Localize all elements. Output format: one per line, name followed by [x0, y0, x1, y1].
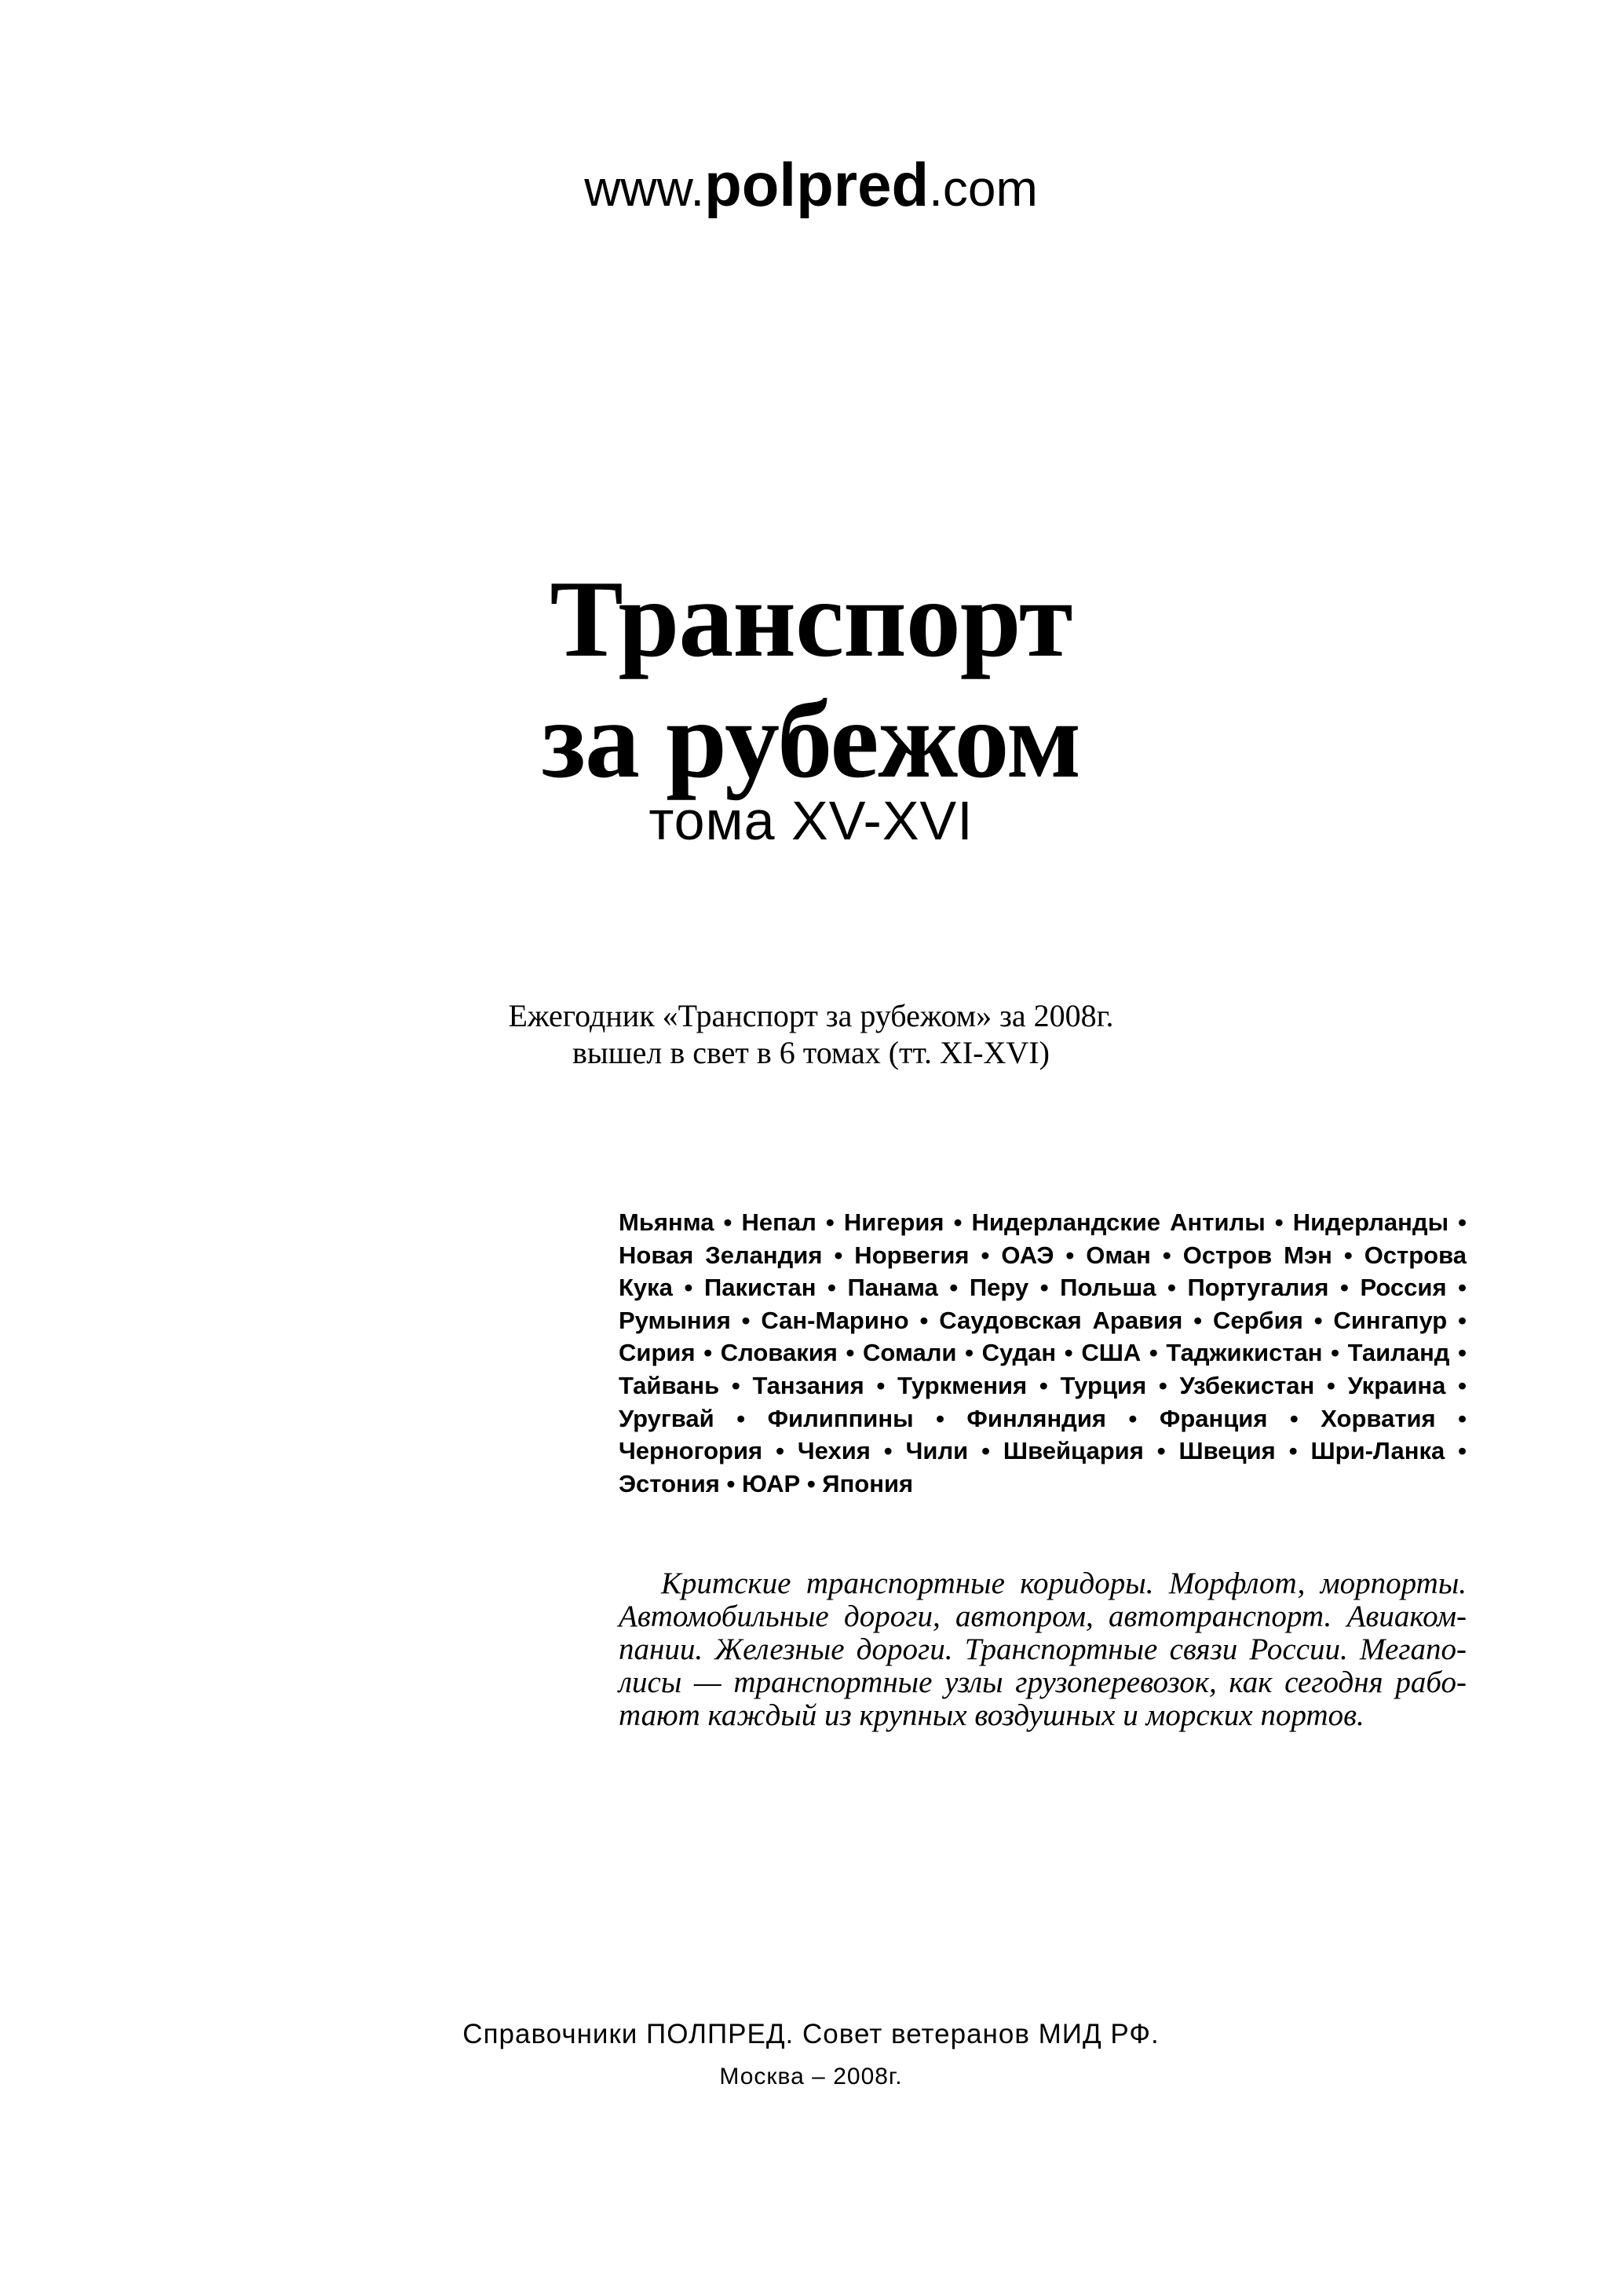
website-suffix: .com [929, 160, 1038, 217]
volumes-subtitle: тома XV-XVI [648, 790, 974, 851]
description-text: Критские транспортные коридоры. Морфлот, морпорты. Автомобильные дороги, автопром, автотранспорт. Авиакомпании. Железные дороги. Транспортные связи России. Мегаполисы — транспортные узлы грузоперевозок, как сегодня работают каждый из крупных воздушных и морских портов. [619, 1567, 1467, 1732]
city-year-line: Москва – 2008г. [719, 2064, 903, 2089]
book-title [0, 559, 1622, 801]
website-name: polpred [704, 150, 930, 219]
yearbook-line-2: вышел в свет в 6 томах (тт. XI-XVI) [572, 1035, 1050, 1070]
title-line-2: за рубежом [541, 679, 1081, 801]
yearbook-note [0, 997, 1622, 1071]
website-url [0, 150, 1622, 219]
yearbook-line-1: Ежегодник «Транспорт за рубежом» за 2008г. [508, 998, 1114, 1033]
title-line-1: Транспорт [550, 558, 1072, 680]
website-prefix: www. [584, 160, 705, 217]
countries-list: Мьянма • Непал • Нигерия • Нидерландские Антилы • Нидерланды • Новая Зеландия • Норвегия • ОАЭ • Оман • Остров Мэн • Острова Кука • Пакистан • Панама • Перу • Польша • Португалия • Россия • Румыния • Сан-Марино • Саудовская Аравия • Сербия • Сингапур • Сирия • Словакия • Сомали • Судан • США • Таджикистан • Таиланд • Тайвань • Танзания • Туркмения • Турция • Узбекистан • Украина • Уругвай • Филиппины • Финляндия • Франция • Хорватия • Черногория • Чехия • Чили • Швейцария • Швеция • Шри-Ланка • Эстония • ЮАР • Япония [619, 1208, 1467, 1497]
publisher-line: Справочники ПОЛПРЕД. Совет ветеранов МИД РФ. [462, 2019, 1160, 2049]
